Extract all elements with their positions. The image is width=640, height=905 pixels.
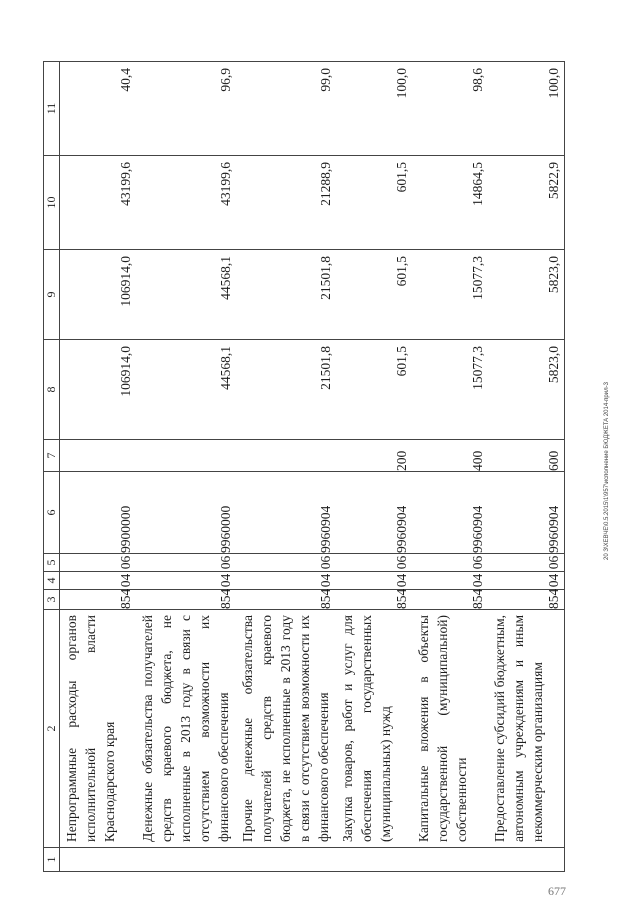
code-target: 9960904 <box>412 472 488 554</box>
code-subsection: 06 <box>236 554 336 572</box>
code-section: 04 <box>236 572 336 590</box>
code-ministry: 854 <box>488 590 565 610</box>
approved-amount: 601,5 <box>336 340 412 440</box>
approved-amount: 21501,8 <box>236 340 336 440</box>
header-row <box>44 62 60 872</box>
code-subsection: 06 <box>136 554 236 572</box>
approved-amount: 106914,0 <box>60 340 137 440</box>
executed-amount: 14864,5 <box>412 156 488 250</box>
header-cell: 10 <box>44 156 60 250</box>
expense-name: Предоставление субсидий бюджетным, автономным учреждениям и иным некоммерческим организациям <box>488 610 565 848</box>
budget-list-amount: 5823,0 <box>488 250 565 340</box>
header-cell: 8 <box>44 340 60 440</box>
budget-list-amount: 44568,1 <box>136 250 236 340</box>
budget-list-amount: 601,5 <box>336 250 412 340</box>
code-section: 04 <box>412 572 488 590</box>
code-type <box>236 440 336 472</box>
code-subsection: 06 <box>336 554 412 572</box>
table-row <box>60 62 137 872</box>
code-target: 9900000 <box>60 472 137 554</box>
code-target: 9960904 <box>488 472 565 554</box>
approved-amount: 5823,0 <box>488 340 565 440</box>
executed-amount: 43199,6 <box>136 156 236 250</box>
expense-name: Капитальные вложения в объекты государственной (муниципальной) собственности <box>412 610 488 848</box>
code-type: 200 <box>336 440 412 472</box>
expense-name: Закупка товаров, работ и услуг для обеспечения государственных (муниципальных) нужд <box>336 610 412 848</box>
budget-list-amount: 15077,3 <box>412 250 488 340</box>
code-section: 04 <box>488 572 565 590</box>
code-section: 04 <box>136 572 236 590</box>
budget-table <box>43 61 565 872</box>
code-subsection: 06 <box>60 554 137 572</box>
budget-list-amount: 21501,8 <box>236 250 336 340</box>
code-target: 9960904 <box>336 472 412 554</box>
expense-name: Непрограммные расходы органов исполнительной власти Краснодарского края <box>60 610 137 848</box>
rotated-table-container <box>43 62 588 872</box>
code-ministry: 854 <box>236 590 336 610</box>
header-cell: 11 <box>44 62 60 156</box>
expense-name: Прочие денежные обязательства получателей средств краевого бюджета, не исполненные в 2013 году в связи с отсутствием возможности их финансового обеспечения <box>236 610 336 848</box>
executed-amount: 43199,6 <box>60 156 137 250</box>
table-row <box>488 62 565 872</box>
cell-blank <box>60 848 137 872</box>
header-cell: 2 <box>44 610 60 848</box>
code-type: 600 <box>488 440 565 472</box>
code-type <box>60 440 137 472</box>
header-cell: 3 <box>44 590 60 610</box>
budget-list-amount: 106914,0 <box>60 250 137 340</box>
header-cell: 9 <box>44 250 60 340</box>
header-cell: 5 <box>44 554 60 572</box>
cell-blank <box>412 848 488 872</box>
header-cell: 4 <box>44 572 60 590</box>
cell-blank <box>236 848 336 872</box>
page-number: 677 <box>548 884 566 898</box>
executed-amount: 601,5 <box>336 156 412 250</box>
table-row <box>136 62 236 872</box>
code-ministry: 854 <box>136 590 236 610</box>
table-row <box>412 62 488 872</box>
cell-blank <box>136 848 236 872</box>
table-row <box>336 62 412 872</box>
code-target: 9960000 <box>136 472 236 554</box>
execution-percent: 100,0 <box>336 62 412 156</box>
executed-amount: 21288,9 <box>236 156 336 250</box>
cell-blank <box>488 848 565 872</box>
code-target: 9960904 <box>236 472 336 554</box>
executed-amount: 5822,9 <box>488 156 565 250</box>
execution-percent: 40,4 <box>60 62 137 156</box>
cell-blank <box>336 848 412 872</box>
document-footer-code: 20 З\ХЕВЧЕ\0.5.2015\1\957\исполнение БЮДЖЕТА 2014-прил-3 <box>604 382 610 560</box>
code-subsection: 06 <box>488 554 565 572</box>
code-ministry: 854 <box>60 590 137 610</box>
expense-name: Денежные обязательства получателей средств краевого бюджета, не исполненные в 2013 году в связи с отсутствием возможности их финансового обеспечения <box>136 610 236 848</box>
approved-amount: 15077,3 <box>412 340 488 440</box>
execution-percent: 98,6 <box>412 62 488 156</box>
code-subsection: 06 <box>412 554 488 572</box>
header-cell: 7 <box>44 440 60 472</box>
execution-percent: 100,0 <box>488 62 565 156</box>
execution-percent: 99,0 <box>236 62 336 156</box>
code-section: 04 <box>336 572 412 590</box>
table-row <box>236 62 336 872</box>
code-section: 04 <box>60 572 137 590</box>
header-cell: 1 <box>44 848 60 872</box>
code-ministry: 854 <box>412 590 488 610</box>
code-type <box>136 440 236 472</box>
execution-percent: 96,9 <box>136 62 236 156</box>
code-type: 400 <box>412 440 488 472</box>
code-ministry: 854 <box>336 590 412 610</box>
approved-amount: 44568,1 <box>136 340 236 440</box>
header-cell: 6 <box>44 472 60 554</box>
